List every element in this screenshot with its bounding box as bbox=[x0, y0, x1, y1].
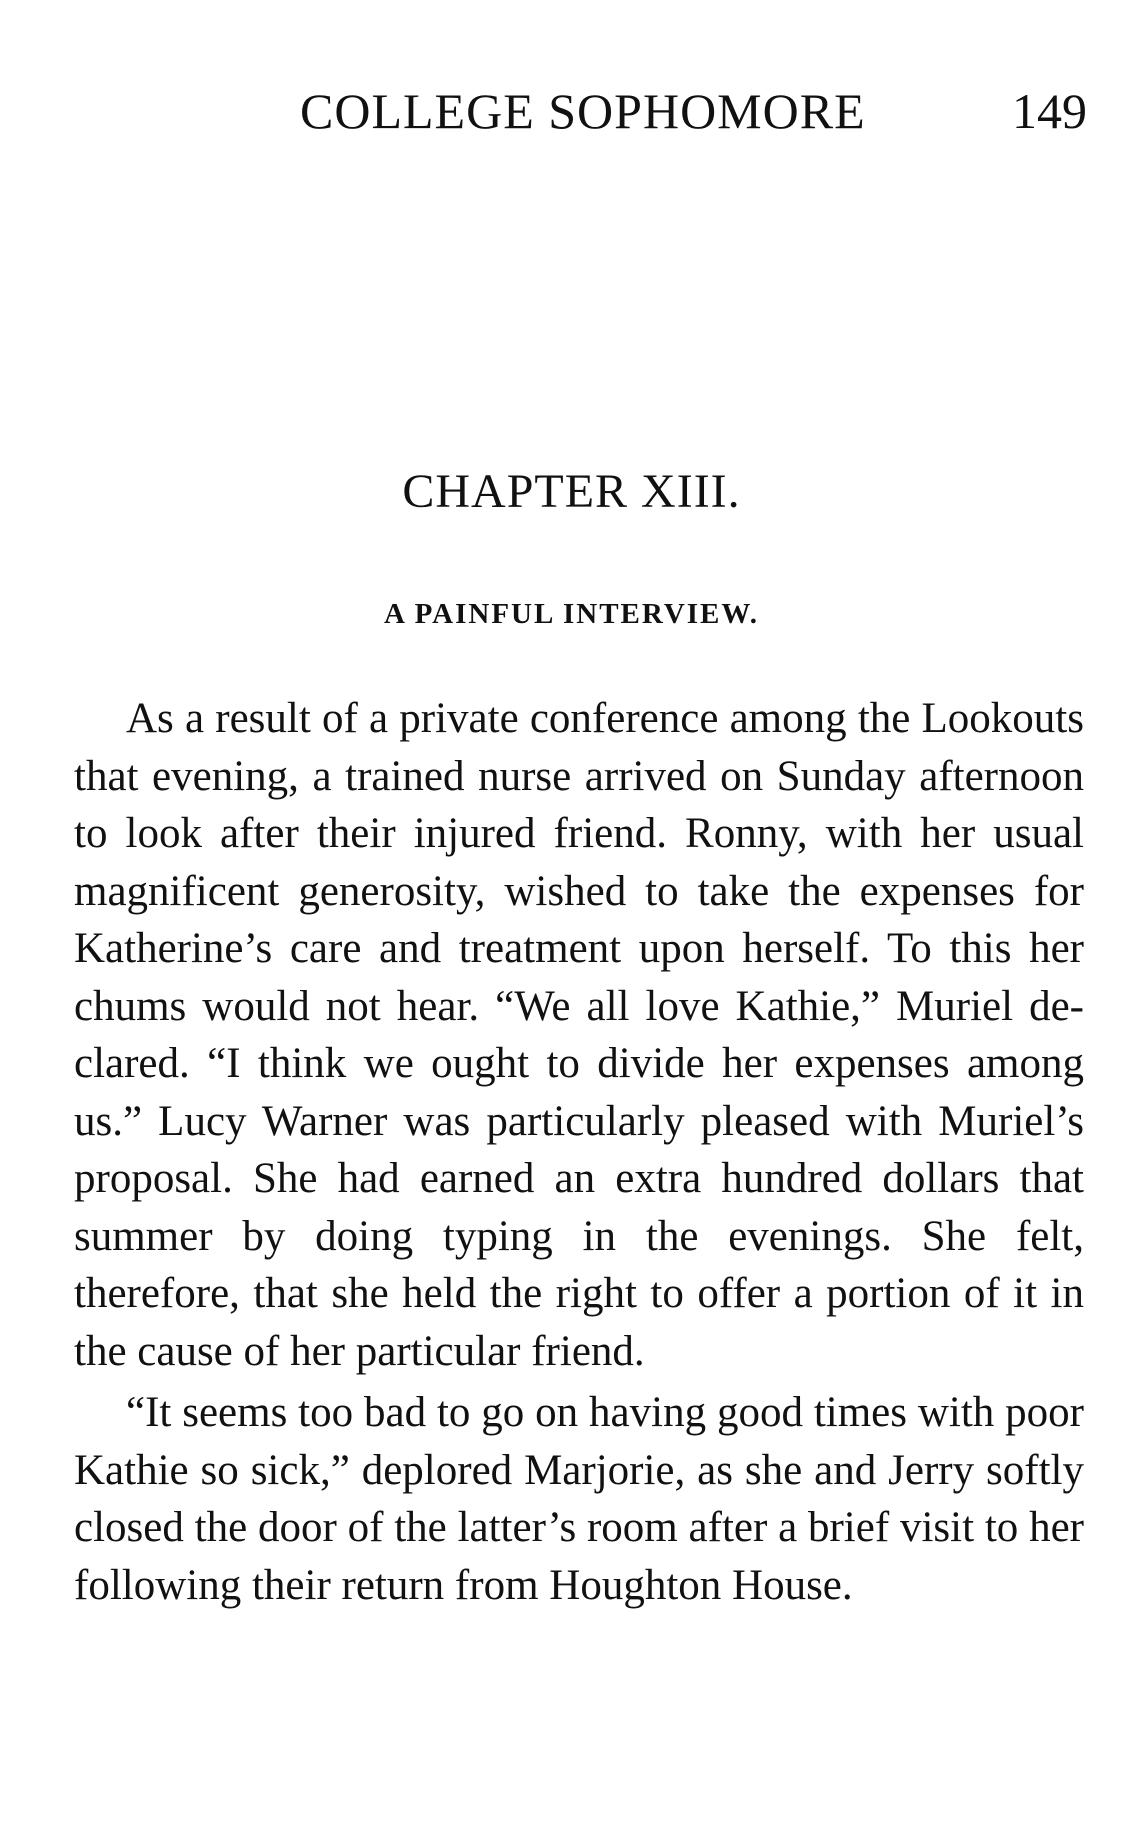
running-head bbox=[0, 78, 1143, 148]
chapter-subtitle: A PAINFUL INTERVIEW. bbox=[384, 598, 759, 630]
paragraph: As a result of a private conference among the Lookouts that evening, a trained nurse arrived on Sunday afternoon to look after their injured friend. Ronny, with her usual magnificent generosity, wished to take the expenses for Katherine’s care and treatment upon herself. To this her chums would not hear. “We all love Kathie,” Muriel declared. “I think we ought to divide her expenses among us.” Lucy Warner was particularly pleased with Muriel’s proposal. She had earned an extra hundred dollars that summer by doing typing in the evenings. She felt, therefore, that she held the right to offer a portion of it in the cause of her particular friend. bbox=[74, 695, 1084, 1375]
chapter-heading: CHAPTER XIII. bbox=[402, 465, 741, 518]
body-text bbox=[74, 690, 1084, 1614]
running-title: COLLEGE SOPHOMORE bbox=[300, 83, 866, 139]
paragraph: “It seems too bad to go on having good times with poor Kathie so sick,” deplored Marjorie, as she and Jerry softly closed the door of the latter’s room after a brief visit to her following their return from Houghton House. bbox=[74, 1389, 1084, 1609]
page-number: 149 bbox=[1012, 83, 1087, 139]
